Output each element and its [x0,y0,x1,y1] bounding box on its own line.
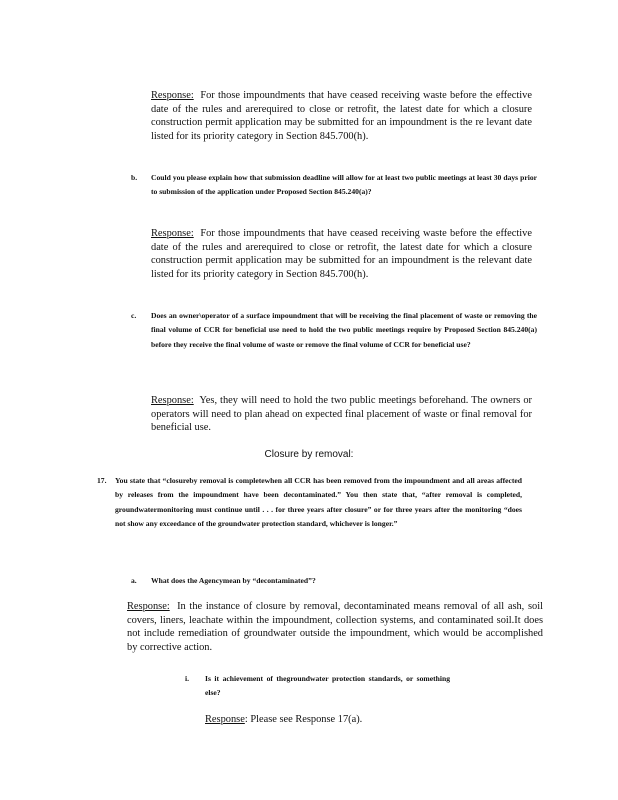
response-label: Response: [151,90,194,101]
question-a-label: a. [131,576,137,585]
question-c-text: Does an owner\operator of a surface impoundment that will be receiving the final placement of waste or removing the final volume of CCR for beneficial use need to hold the two public meetings require by Proposed Section 845.240(a) before they receive the final volume of waste or remove the final volume of CCR for beneficial use? [151,311,537,349]
question-i-text: Is it achievement of thegroundwater protection standards, or something else? [205,674,450,698]
response-label: Response: [151,228,194,239]
response-3 [151,394,532,435]
response-4 [127,600,543,654]
section-heading: Closure by removal: [264,449,354,460]
response-3-text: Yes, they will need to hold the two public meetings beforehand. The owners or operators will need to plan ahead on expected final placement of waste or final removal for beneficial use. [151,395,533,434]
response-1-text: For those impoundments that have ceased receiving waste before the effective date of the rules and arerequired to close or retrofit, the latest date for which a closure construction permit application may be submitted for an impoundment is the re levant date listed for its priority category in Section 845.700(h). [151,90,532,142]
response-1 [151,89,532,143]
question-17-number: 17. [97,476,107,485]
response-label: Response [205,714,245,725]
response-2-text: For those impoundments that have ceased receiving waste before the effective date of the rules and arerequired to close or retrofit, the latest date for which a closure construction permit application may be submitted for an impoundment is the relevant date listed for its priority category in Section 845.700(h). [151,228,532,280]
question-c-label: c. [131,311,137,320]
response-2 [151,227,532,281]
response-4-text: In the instance of closure by removal, decontaminated means removal of all ash, soil covers, liners, leachate within the impoundment, collection systems, and contaminated soil.It does not include remediation of groundwater outside the impoundment, which would be accomplished by corrective action. [127,601,543,653]
question-b-label: b. [131,173,138,182]
question-i-label: i. [185,674,190,683]
question-b-text: Could you please explain how that submission deadline will allow for at least two public meetings at least 30 days prior to submission of the application under Proposed Section 845.240(a)? [151,173,537,197]
response-label: Response: [151,395,194,406]
response-5 [205,713,505,727]
response-label: Response: [127,601,170,612]
response-5-text: : Please see Response 17(a). [244,714,363,725]
question-a-text: What does the Agencymean by “decontaminated”? [151,576,316,585]
question-17-text: You state that “closureby removal is completewhen all CCR has been removed from the impoundment and all areas affected by releases from the impoundment have been decontaminated.” You then state that, “after removal is completed, groundwatermonitoring must continue until . . . for three years after closure” or for three years after the monitoring “does not show any exceedance of the groundwater protection standard, whichever is longer.” [115,476,522,529]
